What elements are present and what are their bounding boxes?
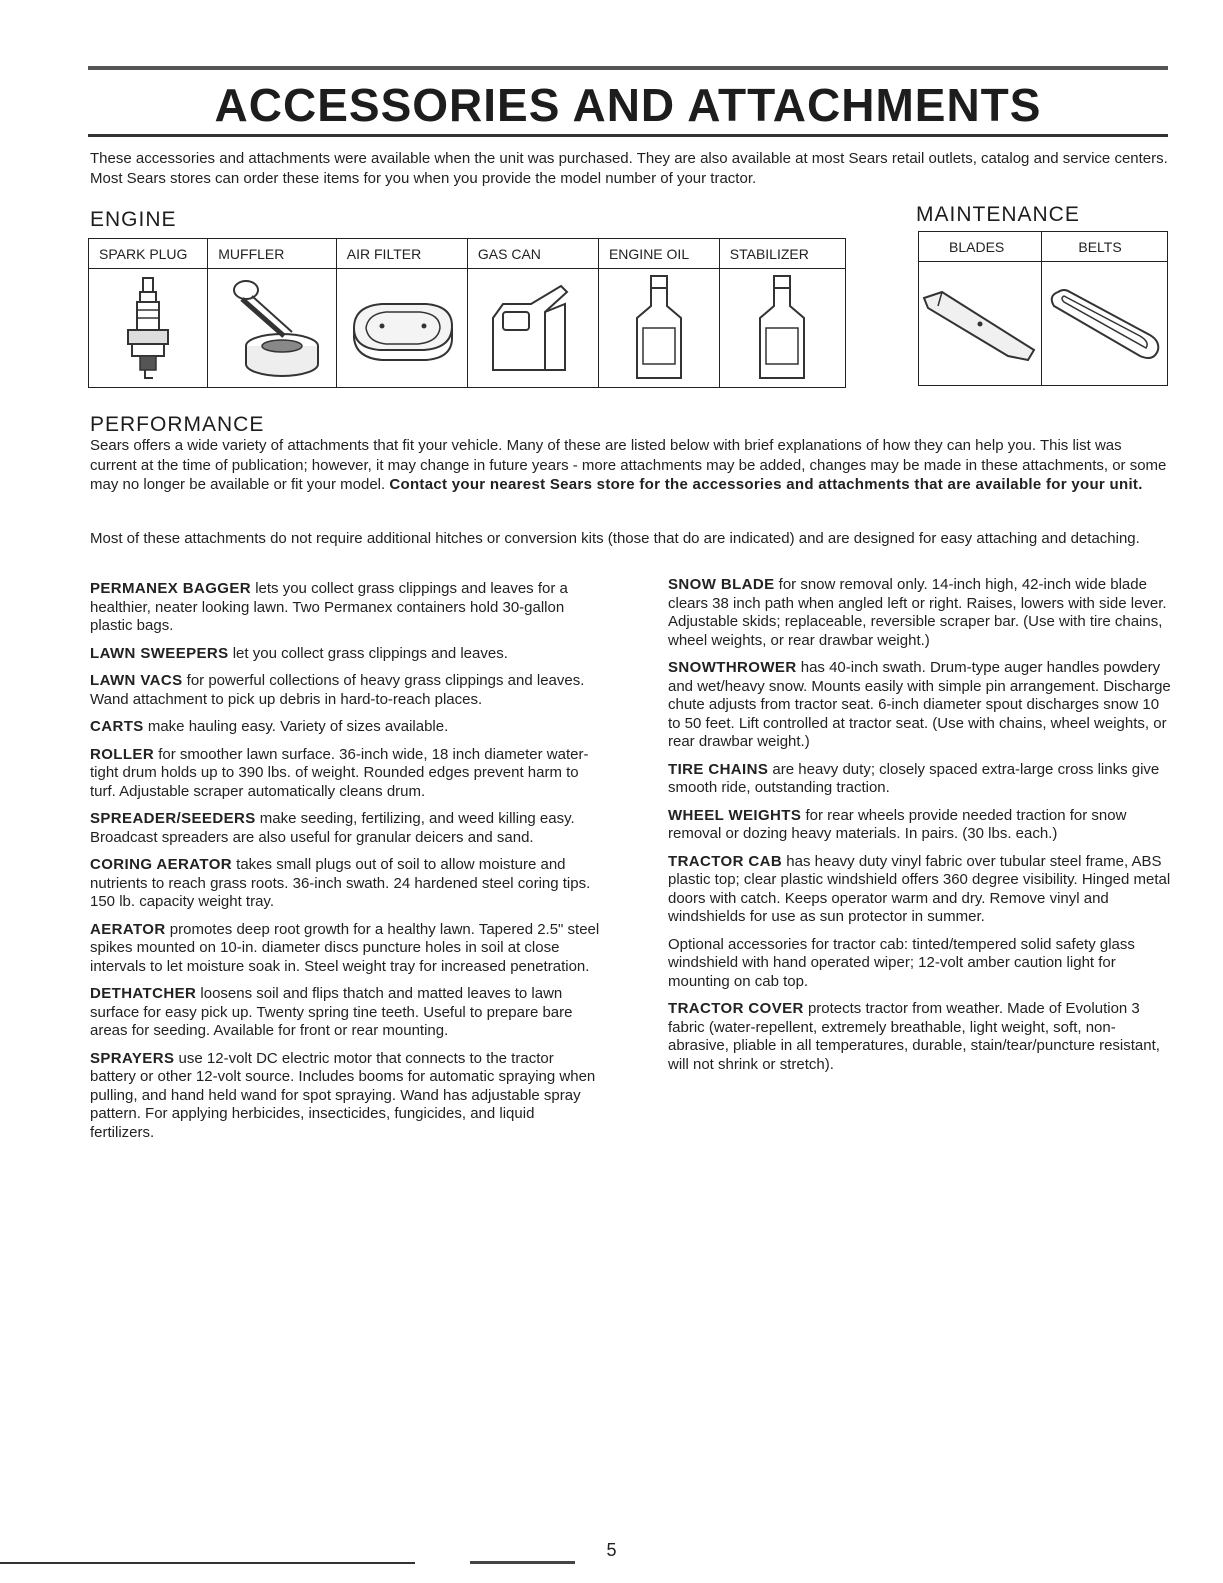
belt-icon — [1044, 282, 1166, 366]
item-term: SNOW BLADE — [668, 576, 775, 593]
list-item — [90, 580, 600, 636]
attachments-left-column — [90, 580, 600, 1151]
list-item — [668, 576, 1171, 650]
list-item — [90, 810, 600, 847]
performance-intro — [90, 436, 1172, 495]
item-text: loosens soil and flips thatch and matted leaves to lawn surface for easy pick up. Twenty spring tine teeth. Useful to prepare bare areas for seeding. Available for front or rear mounting. — [90, 985, 573, 1039]
list-item — [668, 659, 1171, 752]
list-item — [90, 746, 600, 802]
list-item — [90, 856, 600, 912]
engine-part-label: ENGINE OIL — [598, 239, 719, 269]
oil-bottle-icon — [629, 274, 689, 382]
gas-can-cell — [467, 269, 598, 388]
engine-part-label: MUFFLER — [208, 239, 337, 269]
item-term: TRACTOR COVER — [668, 1000, 804, 1017]
gas-can-icon — [477, 278, 589, 378]
engine-parts-table — [88, 238, 846, 388]
item-term: LAWN VACS — [90, 672, 183, 689]
bottom-rule-short — [470, 1561, 575, 1564]
air-filter-icon — [346, 288, 458, 368]
item-text: let you collect grass clippings and leaves. — [232, 644, 508, 662]
spark-plug-cell — [89, 269, 208, 388]
maintenance-part-label: BLADES — [919, 232, 1042, 262]
item-text: has heavy duty vinyl fabric over tubular steel frame, ABS plastic top; clear plastic windshield offers 360 degree visibility. Hinged metal doors with catch. Keeps operator warm and dry. Remove vinyl and windshields for use as sun protector in summer. — [668, 852, 1171, 925]
list-item — [668, 761, 1171, 798]
engine-part-label: STABILIZER — [719, 239, 845, 269]
spark-plug-icon — [123, 276, 173, 381]
engine-oil-cell — [598, 269, 719, 388]
item-text: make hauling easy. Variety of sizes available. — [147, 718, 449, 735]
list-item — [90, 645, 600, 664]
top-rule — [88, 66, 1168, 70]
blades-cell — [919, 262, 1042, 386]
item-text: takes small plugs out of soil to allow moisture and nutrients to reach grass roots. 36-inch swath. 24 hardened steel coring tips. 150 lb. capacity weight tray. — [90, 856, 591, 910]
maintenance-part-label: BELTS — [1042, 232, 1168, 262]
item-text: lets you collect grass clippings and leaves for a healthier, neater looking lawn. Two Permanex containers hold 30-gallon plastic bags. — [90, 580, 568, 634]
item-text: has 40-inch swath. Drum-type auger handles powdery and wet/heavy snow. Mounts easily with simple pin arrangement. Discharge chute adjusts from tractor seat. 6-inch diameter spout discharges snow 10 to 50 feet. Lift controlled at tractor seat. (Use with chains, wheel weights, or rear drawbar weight.) — [668, 659, 1171, 750]
item-text: are heavy duty; closely spaced extra-large cross links give smooth ride, outstanding traction. — [668, 760, 1160, 796]
item-text: promotes deep root growth for a healthy lawn. Tapered 2.5" steel spikes mounted on 10-in. diameter discs puncture holes in soil at close intervals to let moisture soak in. Steel weight tray for increased penetration. — [90, 920, 600, 975]
item-term: TRACTOR CAB — [668, 852, 783, 870]
title-rule — [88, 134, 1168, 137]
performance-note: Most of these attachments do not require additional hitches or conversion kits (those that do are indicated) and are designed for easy attaching and detaching. — [90, 530, 1140, 547]
item-text: use 12-volt DC electric motor that connects to the tractor battery or other 12-volt source. Includes booms for automatic spraying when pulling, and hand held wand for spot spraying. Wand has adjustable spray pattern. For applying herbicides, insecticides, fungicides, and liquid fertilizers. — [90, 1049, 596, 1141]
intro-paragraph: These accessories and attachments were available when the unit was purchased. They are also available at most Sears retail outlets, catalog and service centers. Most Sears stores can order these items for you when you provide the model number of your tractor. — [90, 150, 1168, 187]
item-text: for rear wheels provide needed traction for snow removal or dozing heavy materials. In pairs. (30 lbs. each.) — [668, 806, 1127, 842]
muffler-icon — [222, 274, 322, 382]
belts-cell — [1042, 262, 1168, 386]
item-term: SPREADER/SEEDERS — [90, 810, 256, 827]
performance-intro-bold: Contact your nearest Sears store for the accessories and attachments that are available for your unit. — [389, 476, 1143, 493]
item-term: LAWN SWEEPERS — [90, 644, 229, 662]
performance-heading: PERFORMANCE — [90, 413, 265, 436]
item-term: PERMANEX BAGGER — [90, 580, 252, 597]
engine-part-label: GAS CAN — [467, 239, 598, 269]
item-term: AERATOR — [90, 920, 166, 938]
item-text: make seeding, fertilizing, and weed killing easy. Broadcast spreaders are also useful for granular deicers and sand. — [90, 810, 575, 846]
list-item — [90, 718, 600, 737]
list-item — [90, 1050, 600, 1143]
item-text: for powerful collections of heavy grass clippings and leaves. Wand attachment to pick up debris in hard-to-reach places. — [90, 672, 585, 708]
item-term: TIRE CHAINS — [668, 760, 769, 778]
muffler-cell — [208, 269, 337, 388]
maintenance-heading: MAINTENANCE — [916, 203, 1080, 226]
engine-heading: ENGINE — [90, 208, 177, 231]
item-text: Optional accessories for tractor cab: tinted/tempered solid safety glass windshield with hand operated wiper; 12-volt amber caution light for mounting on cab top. — [668, 935, 1135, 990]
blade-icon — [920, 284, 1040, 364]
page-title: ACCESSORIES AND ATTACHMENTS — [214, 79, 1042, 131]
item-term: DETHATCHER — [90, 985, 197, 1002]
item-term: WHEEL WEIGHTS — [668, 806, 802, 824]
list-item — [668, 853, 1171, 927]
item-term: SNOWTHROWER — [668, 659, 797, 676]
bottom-rule — [0, 1562, 415, 1564]
air-filter-cell — [336, 269, 467, 388]
list-item — [90, 985, 600, 1041]
engine-part-label: SPARK PLUG — [89, 239, 208, 269]
performance-intro-text: Sears offers a wide variety of attachments that fit your vehicle. Many of these are listed below with brief explanations of how they can help you. This list was current at the time of publication; however, it may change in future years - more attachments may be added, changes may be made in these attachments, or some may no longer be available or fit your model. — [90, 437, 1167, 493]
maintenance-parts-table — [918, 231, 1168, 386]
item-term: CARTS — [90, 718, 144, 735]
item-text: protects tractor from weather. Made of Evolution 3 fabric (water-repellent, extremely breathable, light weight, soft, non-abrasive, pliable in all temperatures, durable, stain/tear/puncture resistant, will not shrink or stretch). — [668, 1000, 1160, 1073]
list-item — [90, 672, 600, 709]
item-term: ROLLER — [90, 745, 155, 763]
list-item — [668, 807, 1171, 844]
item-text: for snow removal only. 14-inch high, 42-inch wide blade clears 38 inch path when angled left or right. Raises, lowers with side lever. Adjustable skids; replaceable, reversible scraper bar. (Use with tire chains, wheel weights, or rear drawbar weight.) — [668, 576, 1167, 649]
list-item — [668, 936, 1171, 992]
stabilizer-cell — [719, 269, 845, 388]
list-item — [668, 1000, 1171, 1074]
page-number: 5 — [606, 1540, 617, 1560]
attachments-right-column — [668, 576, 1171, 1083]
stabilizer-bottle-icon — [752, 274, 812, 382]
engine-part-label: AIR FILTER — [336, 239, 467, 269]
item-text: for smoother lawn surface. 36-inch wide, 18 inch diameter water-tight drum holds up to 390 lbs. of weight. Rounded edges prevent harm to turf. Adjustable scraper automatically cleans drum. — [90, 745, 589, 800]
item-term: CORING AERATOR — [90, 856, 232, 873]
list-item — [90, 921, 600, 977]
item-term: SPRAYERS — [90, 1049, 175, 1067]
